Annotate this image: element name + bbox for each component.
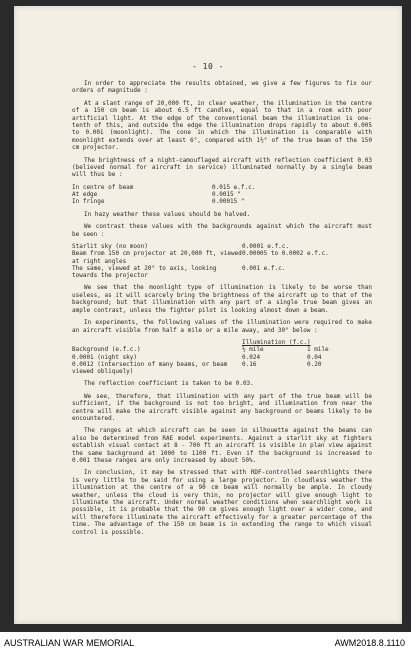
paragraph-slant-range: At a slant range of 20,000 ft, in clear weather, the illumination in the centre of a 150 cm beam is about 6.5 ft candles, equal to that in a room with poor artificial light. At the edge of the conventional beam the illumination is one-tenth of this, and outside the edge the illumination drops rapidly to about 0.005 to 0.001 (moonlight). The cone in which the illumination is comparable with moonlight extends over at least 6°, compared with 1½° of the true beam of the 150 cm projector. <box>72 99 372 152</box>
paragraph-intro: In order to appreciate the results obtained, we give a few figures to fix our orders of magnitude : <box>72 80 372 95</box>
row-label: Beam from 150 cm projector at 20,000 ft, viewed at right angles <box>72 250 242 265</box>
paragraph-conclusion: In conclusion, it may be stressed that with RDF-controlled searchlights there is very little to be said for using a large projector. In cloudless weather the illumination at the centre of a 90 cm beam will normally be ample. In cloudy weather, unless the cloud is very thin, no projector will give enough light to illuminate the aircraft. Under normal weather conditions when searchlight work is possible, it is probable that the 90 cm gives enough light over a wider cone, and will therefore illuminate the aircraft effectively for a greater percentage of the time. The advantage of the 150 cm beam is in extending the range to which visual control is possible. <box>72 469 372 536</box>
row-label: The same, viewed at 20° to axis, looking towards the projector <box>72 264 217 280</box>
paragraph-therefore: We see, therefore, that illumination with any part of the true beam will be sufficient, if the background is not too bright, and illumination from near the centre will make the aircraft visible against any background or beams likely to be encountered. <box>72 392 372 423</box>
table-row <box>72 184 255 191</box>
paragraph-hazy: In hazy weather these values should be halved. <box>84 210 251 218</box>
row-label: In centre of beam <box>72 183 134 191</box>
cell-value: 0.04 <box>307 353 322 361</box>
sub-header: 1 mile <box>307 346 329 354</box>
page-number: - 10 - <box>192 62 224 71</box>
row-label: Starlit sky (no moon) <box>72 242 148 250</box>
row-value: 0.001 e.f.c. <box>242 264 286 272</box>
table-row <box>72 191 255 198</box>
cell-value: 0.024 <box>242 353 261 361</box>
table-row <box>72 243 372 250</box>
table-row <box>72 361 372 376</box>
row-value: 0.015 e.f.c. <box>212 183 256 191</box>
row-label: 0.0001 (night sky) <box>72 353 138 361</box>
row-label: In fringe <box>72 198 105 206</box>
table-header-row <box>72 339 372 346</box>
document-page <box>14 6 402 624</box>
row-header: Background (e.f.c.) <box>72 346 141 354</box>
sub-header: ½ mile <box>242 346 264 354</box>
document-body <box>72 80 372 541</box>
table-row <box>72 198 255 205</box>
row-value: 0.00005 to 0.0002 e.f.c. <box>242 250 329 258</box>
illumination-table <box>72 339 372 375</box>
table-row <box>72 265 372 280</box>
footer-catalogue-id: AWM2018.8.1110 <box>334 638 405 648</box>
beam-brightness-table <box>72 184 255 206</box>
background-table <box>72 243 372 279</box>
table-row <box>72 250 372 265</box>
row-value: 0.0015 " <box>212 191 241 199</box>
column-header: Illumination (f.c.) <box>242 338 311 346</box>
row-label: 0.0012 (intersection of many beams, or beam viewed obliquely) <box>72 360 228 376</box>
archive-footer <box>0 634 411 653</box>
row-value: 0.00015 " <box>212 198 245 206</box>
paragraph-experiments: In experiments, the following values of the illumination were required to make an aircraft visible from half a mile or a mile away, and 30° below : <box>72 319 372 334</box>
table-row <box>72 354 372 361</box>
cell-value: 0.20 <box>307 360 322 368</box>
table-header-row <box>72 346 372 353</box>
paragraph-moonlight: We see that the moonlight type of illumination is likely to be worse than useless, as it will scarcely bring the brightness of the aircraft up to that of the background; but that illumination with any part of a single true beam gives an ample contrast, unless the fighter pilot is looking almost down a beam. <box>72 284 372 314</box>
paragraph-contrast: We contrast these values with the backgrounds against which the aircraft must be seen : <box>72 223 372 238</box>
footer-institution: AUSTRALIAN WAR MEMORIAL <box>4 638 135 648</box>
row-value: 0.0001 e.f.c. <box>242 242 289 250</box>
cell-value: 0.16 <box>242 360 257 368</box>
paragraph-ranges: The ranges at which aircraft can be seen in silhouette against the beams can also be determined from RAE model experiments. Against a starlit sky at fighters establish visual contact at 8 - 700 ft an aircraft is visible in plan view against the same background at 1000 to 1100 ft. Even if the background is increased to 0.001 these ranges are only increased by about 50%. <box>72 427 372 465</box>
row-label: At edge <box>72 191 98 199</box>
paragraph-brightness: The brightness of a night-camouflaged aircraft with reflection coefficient 0.03 (believed normal for aircraft in service) illuminated normally by a single beam will thus be : <box>72 156 372 179</box>
paragraph-reflection: The reflection coefficient is taken to be 0.03. <box>84 380 254 388</box>
